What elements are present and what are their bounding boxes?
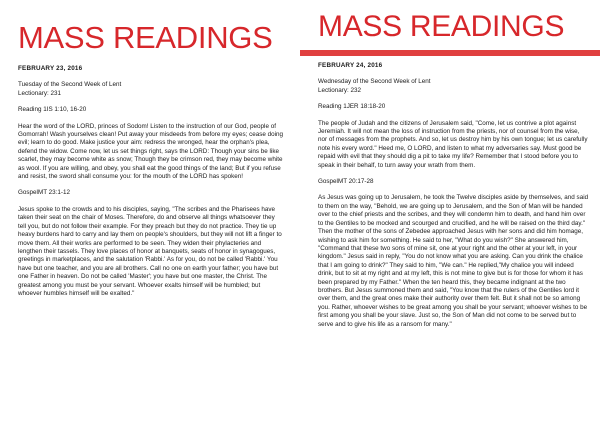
gospel-text-part2: Then the mother of the sons of Zebedee approached Jesus with her sons and did him homage, wishing to ask him for something. He said to her, "What do you wish?" She answered him, "Command that these two sons of mine sit, one at your right and the other at your left, in your kingdom." Jesus said in reply, "You do not know what you are asking. Can you drink the chalice that I am going to drink?" They said to him, "We can." He replied,"My chalice you will indeed drink, but to sit at my right and at my left, this is not mine to give but is for those for whom it has been prepared by my Father." When the ten heard this, they became indignant at the two brothers. But Jesus summoned them and said, "You know that the rulers of the Gentiles lord it over them, and the great ones make their authority over them felt. But it shall not be so among you. Rather, whoever wishes to be great among you shall be your servant; whoever wishes to be first among you shall be your slave. Just so, the Son of Man did not come to be served but to serve and to give his life as a ransom for many." bbox=[318, 228, 588, 328]
gospel-reference: GospelMT 23:1-12 bbox=[18, 189, 71, 197]
reading1-text: The people of Judah and the citizens of Jerusalem said, "Come, let us contrive a plot against Jeremiah. It will not mean the loss of instruction from the priests, nor of counsel from the wise, nor of messages from the prophets. And so, let us destroy him by his own tongue; let us carefully note his every word." Heed me, O LORD, and listen to what my adversaries say. Must good be repaid with evil that they should dig a pit to take my life? Remember that I stood before you to speak in their behalf, to turn away your wrath from them. bbox=[318, 119, 588, 169]
title-underline-bar bbox=[300, 50, 600, 56]
gospel-reference: GospelMT 20:17-28 bbox=[318, 178, 374, 186]
gospel-text-part1: As Jesus was going up to Jerusalem, he took the Twelve disciples aside by themselves, and said to them on the way, "Behold, we are going up to Jerusalem, and the Son of Man will be handed over to the chief priests and the scribes, and they will condemn him to death, and hand him over to the Gentiles to be mocked and scourged and crucified, and he will be raised on the third day." bbox=[318, 194, 589, 227]
right-page bbox=[300, 0, 600, 424]
gospel-text: Jesus spoke to the crowds and to his disciples, saying, "The scribes and the Pharisees have taken their seat on the chair of Moses. Therefore, do and observe all things whatsoever they tell you, but do not follow their example. For they preach but they do not practice. They tie up heavy burdens hard to carry and lay them on people's shoulders, but they will not lift a finger to move them. All their works are performed to be seen. They widen their phylacteries and lengthen their tassels. They love places of honor at banquets, seats of honor in synagogues, greetings in marketplaces, and the salutation 'Rabbi.' As for you, do not be called 'Rabbi.' You have but one teacher, and you are all brothers. Call no one on earth your father; you have but one Father in heaven. Do not be called 'Master'; you have but one master, the Christ. The greatest among you must be your servant. Whoever exalts himself will be humbled; but whoever humbles himself will be exalted." bbox=[18, 205, 282, 297]
liturgical-day: Tuesday of the Second Week of Lent bbox=[18, 81, 122, 89]
page-title: MASS READINGS bbox=[318, 10, 565, 43]
liturgical-day: Wednesday of the Second Week of Lent bbox=[318, 78, 431, 86]
reading1-text: Hear the word of the LORD, princes of Sodom! Listen to the instruction of our God, people of Gomorrah! Wash yourselves clean! Put away your misdeeds from before my eyes; cease doing evil; learn to do good. Make justice your aim: redress the wronged, hear the orphan's plea, defend the widow. Come now, let us set things right, says the LORD: Though your sins be like scarlet, they may become white as snow; Though they be crimson red, they may become white as wool. If you are willing, and obey, you shall eat the good things of the land; But if you refuse and resist, the sword shall consume you: for the mouth of the LORD has spoken! bbox=[18, 122, 284, 181]
reading-date: FEBRUARY 23, 2016 bbox=[18, 65, 83, 72]
lectionary-number: Lectionary: 231 bbox=[18, 89, 62, 97]
reading1-reference: Reading 1IS 1:10, 16-20 bbox=[18, 106, 87, 114]
reading-date: FEBRUARY 24, 2016 bbox=[318, 62, 383, 69]
lectionary-number: Lectionary: 232 bbox=[318, 86, 362, 94]
reading1-reference: Reading 1JER 18:18-20 bbox=[318, 103, 386, 111]
page-title: MASS READINGS bbox=[18, 20, 273, 55]
